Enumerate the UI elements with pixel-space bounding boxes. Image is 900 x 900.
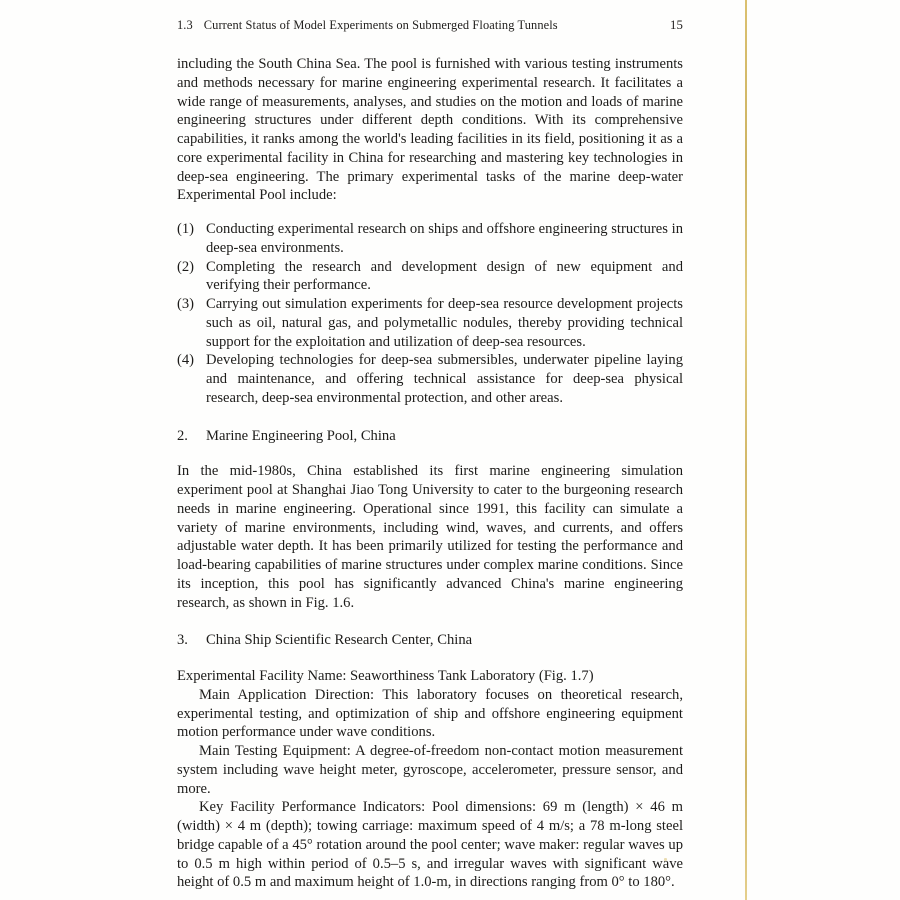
- section-heading-3-title: China Ship Scientific Research Center, China: [206, 632, 473, 649]
- page-content: [177, 18, 683, 892]
- paragraph-performance-indicators: Key Facility Performance Indicators: Pool dimensions: 69 m (length) × 46 m (width) × 4 m (depth); towing carriage: maximum speed of 4 m/s; a 78 m-long steel bridge capable of a 45° rotation around the pool center; wave maker: regular waves up to 0.5 m high within period of 0.5–5 s, and irregular waves with significant wave height of 0.5 m and maximum height of 1.0-m, in directions ranging from 0° to 180°.: [177, 799, 683, 891]
- list-item-text: Completing the research and development design of new equipment and verifying their performance.: [206, 258, 683, 294]
- header-section-number: 1.3: [177, 18, 193, 32]
- list-item: [177, 351, 683, 407]
- list-item-marker: (1): [177, 221, 195, 237]
- section-heading-3-number: 3.: [177, 632, 188, 649]
- scan-edge-line: [745, 0, 747, 900]
- list-item: [177, 295, 683, 351]
- header-section-title: Current Status of Model Experiments on Submerged Floating Tunnels: [203, 18, 558, 32]
- list-item-text: Carrying out simulation experiments for deep-sea resource development projects such as oil, natural gas, and polymetallic nodules, thereby providing technical support for the exploitation and utilization of deep-sea resources.: [206, 296, 683, 350]
- section-heading-2-number: 2.: [177, 427, 188, 444]
- paragraph-testing-equipment: Main Testing Equipment: A degree-of-freedom non-contact motion measurement system including wave height meter, gyroscope, accelerometer, pressure sensor, and more.: [177, 743, 683, 797]
- running-header: [177, 18, 683, 33]
- list-item-text: Conducting experimental research on ships and offshore engineering structures in deep-sea environments.: [206, 221, 683, 256]
- paragraph-marine-engineering-pool: In the mid-1980s, China established its first marine engineering simulation experiment pool at Shanghai Jiao Tong University to cater to the burgeoning research needs in marine engineering. Operational since 1991, this facility can simulate a variety of marine environments, including wind, waves, and currents, and offers adjustable water depth. It has been primarily utilized for testing the performance and load-bearing capabilities of marine structures under complex marine conditions. Since its inception, this pool has significantly advanced China's marine engineering research, as shown in Fig. 1.6.: [177, 463, 683, 611]
- section-heading-2: [177, 427, 683, 446]
- list-item-marker: (4): [177, 352, 195, 369]
- paragraph-intro: including the South China Sea. The pool is furnished with various testing instruments and methods necessary for marine engineering experimental research. It facilitates a wide range of measurements, analyses, and studies on the motion and loads of marine engineering structures under different depth conditions. With its comprehensive capabilities, it ranks among the world's leading facilities in its field, positioning it as a core experimental facility in China for researching and mastering key technologies in deep-sea engineering. The primary experimental tasks of the marine deep-water Experimental Pool include:: [177, 56, 683, 204]
- section-heading-3: [177, 631, 683, 650]
- list-item-text: Developing technologies for deep-sea submersibles, underwater pipeline laying and maintenance, and offering technical assistance for deep-sea physical research, deep-sea environmental protection, and other areas.: [206, 352, 683, 406]
- list-item-marker: (3): [177, 296, 195, 312]
- list-item-marker: (2): [177, 258, 195, 275]
- section-heading-2-title: Marine Engineering Pool, China: [206, 427, 396, 444]
- numbered-list-tasks: [177, 220, 683, 408]
- paragraph-facility-name: Experimental Facility Name: Seaworthiness Tank Laboratory (Fig. 1.7): [177, 668, 594, 684]
- list-item: [177, 220, 683, 258]
- paragraph-application-direction: Main Application Direction: This laboratory focuses on theoretical research, experimental testing, and optimization of ship and offshore engineering equipment motion performance under wave conditions.: [177, 686, 683, 741]
- list-item: [177, 258, 683, 296]
- page-number: 15: [670, 18, 683, 32]
